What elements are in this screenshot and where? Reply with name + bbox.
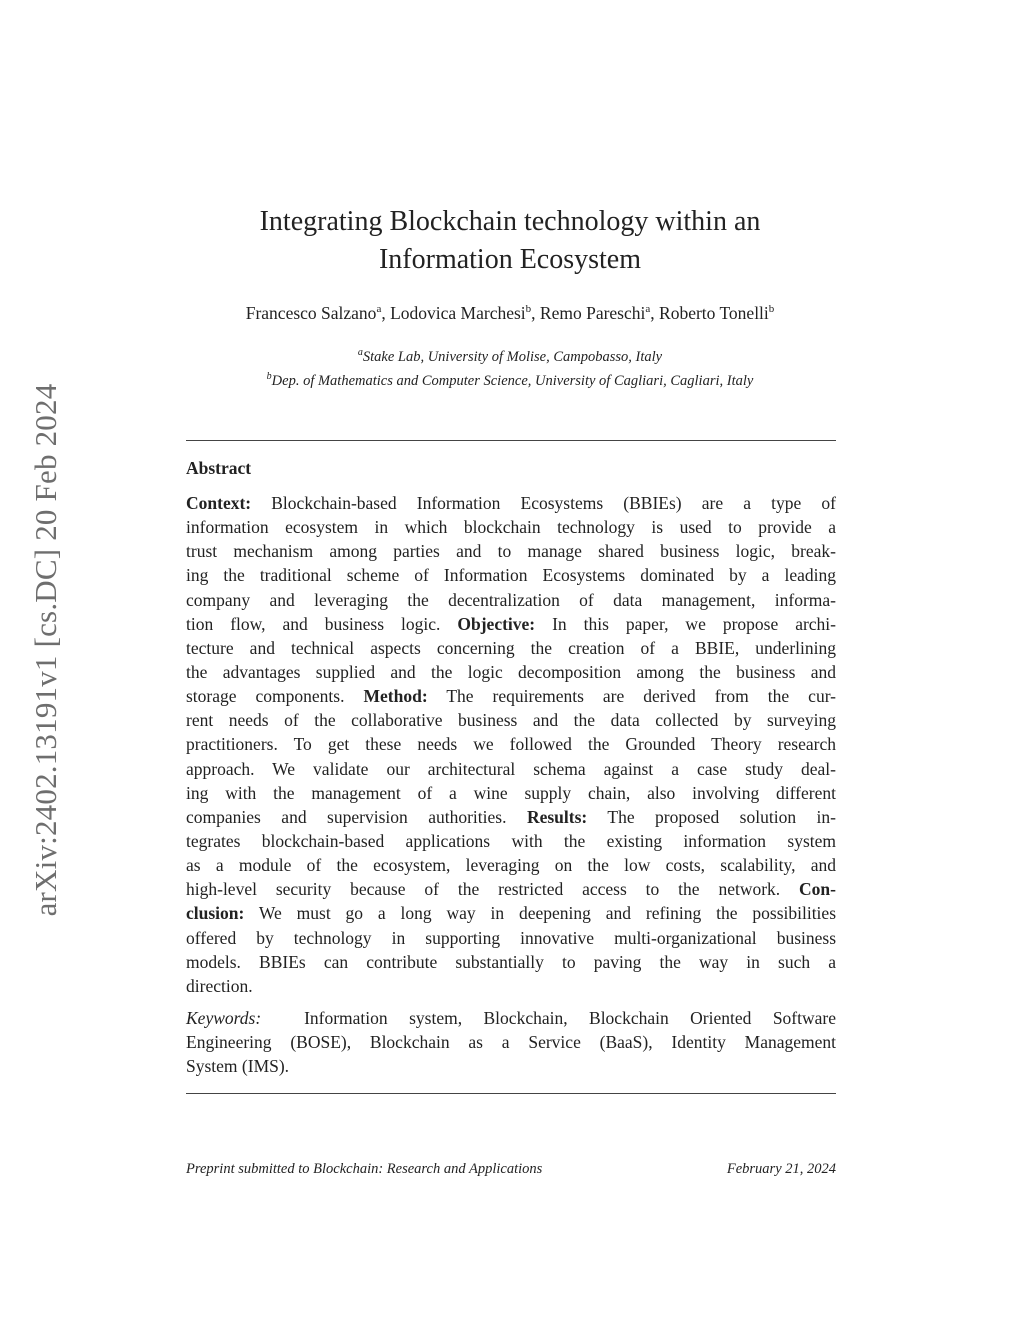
keywords-label: Keywords: [186, 1008, 262, 1028]
paper-title [160, 203, 860, 279]
keywords-line: Keywords: Information system, Blockchain, Blockchain Oriented Software [186, 1008, 836, 1028]
abstract-body [186, 491, 836, 998]
affiliation-text: Dep. of Mathematics and Computer Science, University of Cagliari, Cagliari, Italy [271, 372, 754, 389]
top-divider [186, 440, 836, 441]
abstract-line: the advantages supplied and the logic decomposition among the business and [186, 661, 836, 682]
abstract-line: practitioners. To get these needs we followed the Grounded Theory research [186, 734, 836, 755]
abstract-line: models. BBIEs can contribute substantially to paving the way in such a [186, 951, 836, 972]
abstract-line: tecture and technical aspects concerning the creation of a BBIE, underlining [186, 637, 836, 658]
bottom-divider [186, 1093, 836, 1094]
abstract-section-label: Context: [186, 493, 252, 513]
abstract-line: as a module of the ecosystem, leveraging on the low costs, scalability, and [186, 855, 836, 876]
abstract-section-label: clusion: [186, 903, 245, 924]
abstract-line: clusion: We must go a long way in deepening and refining the possibilities [186, 903, 836, 924]
abstract-section-label: Method: [363, 686, 428, 707]
keywords-line: Engineering (BOSE), Blockchain as a Service (BaaS), Identity Management [186, 1032, 836, 1053]
arxiv-identifier-stamp: arXiv:2402.13191v1 [cs.DC] 20 Feb 2024 [28, 383, 63, 917]
author-list: Francesco Salzano$^a$, Lodovica Marchesi$^b$, Remo Pareschi$^a$, Roberto Tonelli$^b$ [245, 303, 775, 323]
affiliation-line [150, 343, 870, 367]
abstract-line: approach. We validate our architectural schema against a case study deal- [186, 758, 836, 779]
keywords-line: System (IMS). [186, 1056, 290, 1077]
title-line-1: Integrating Blockchain technology within an [259, 206, 761, 237]
abstract-line: tion flow, and business logic. Objective: In this paper, we propose archi- [186, 613, 836, 634]
abstract-line: company and leveraging the decentralization of data management, informa- [186, 589, 836, 610]
abstract-line: information ecosystem in which blockchain technology is used to provide a [186, 517, 836, 538]
author-affiliation-mark: b [525, 303, 532, 316]
abstract-section-label: Objective: [457, 613, 536, 634]
abstract-line: tegrates blockchain-based applications with the existing information system [186, 830, 836, 851]
keywords-block [186, 1006, 836, 1078]
author-name: Roberto Tonelli [659, 303, 769, 323]
author-name: Remo Pareschi [539, 303, 646, 323]
abstract-line: Context: Blockchain-based Information Ecosystems (BBIEs) are a type of [186, 493, 836, 513]
author-affiliation-mark: b [768, 303, 775, 316]
abstract-line: direction. [186, 975, 253, 996]
abstract-section-label: Con- [799, 879, 836, 900]
abstract-line: storage components. Method: The requirements are derived from the cur- [186, 686, 836, 707]
abstract-line: high-level security because of the restricted access to the network. Con- [186, 879, 836, 900]
abstract-line: ing the traditional scheme of Information Ecosystems dominated by a leading [186, 565, 836, 586]
footer-date: February 21, 2024 [726, 1161, 836, 1177]
author-affiliation-mark: a [645, 303, 651, 316]
abstract-line: companies and supervision authorities. Results: The proposed solution in- [186, 806, 836, 827]
affiliation-line [150, 367, 870, 391]
affiliation-list [150, 343, 870, 391]
abstract-section-label: Results: [526, 806, 588, 827]
abstract-line: ing with the management of a wine supply chain, also involving different [186, 782, 836, 803]
author-name: Francesco Salzano [245, 303, 377, 323]
author-affiliation-mark: a [376, 303, 382, 316]
affiliation-mark: b [266, 370, 272, 382]
abstract-line: trust mechanism among parties and to manage shared business logic, break- [186, 541, 836, 562]
abstract-line: offered by technology in supporting innovative multi-organizational business [186, 927, 836, 948]
affiliation-mark: a [357, 347, 363, 358]
preprint-note: Preprint submitted to Blockchain: Research and Applications [186, 1161, 543, 1177]
abstract-heading: Abstract [186, 458, 252, 478]
abstract-line: rent needs of the collaborative business and the data collected by surveying [186, 710, 836, 731]
title-line-2: Information Ecosystem [378, 244, 642, 275]
author-name: Lodovica Marchesi [390, 303, 526, 323]
affiliation-text: Stake Lab, University of Molise, Campobasso, Italy [362, 348, 663, 365]
